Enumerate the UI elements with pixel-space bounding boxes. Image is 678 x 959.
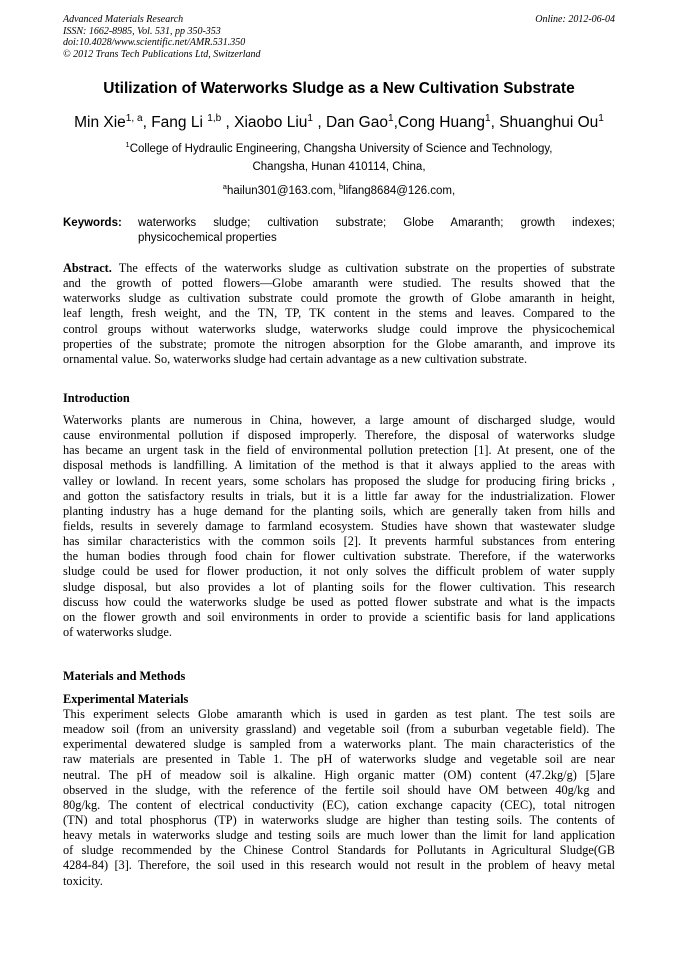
paper-title: Utilization of Waterworks Sludge as a New Cultivation Substrate — [103, 80, 575, 97]
intro-line: on the flower growth and soil environments in order to provide a scientific basis for land applications — [63, 609, 615, 624]
email-link[interactable]: lifang8684@126.com, — [343, 184, 456, 197]
intro-line: sludge disposal, but also provides a lot of planting soils for the flower cultivation. This research — [63, 579, 615, 594]
author: Fang Li $^{1,b}$ , — [151, 113, 235, 132]
intro-line: Waterworks plants are numerous in China, however, a large amount of discharged sludge, would — [63, 413, 615, 427]
materials-line: 4284-84) [3]. Therefore, the soil used in this research would not result in the problem of heavy metal — [63, 858, 615, 873]
abstract-line: control groups without waterworks sludge, waterworks sludge could improve the physicochemical — [63, 321, 615, 336]
intro-line: of waterworks sludge. — [63, 624, 172, 639]
intro-line: disposal methods is landfilling. A limitation of the method is that it always applied to the areas with — [63, 458, 615, 473]
intro-line: fields, results in severely damage to farmland ecosystem. Studies have shown that wastewater sludge — [63, 518, 615, 533]
abstract-line: Abstract. The effects of the waterworks sludge as cultivation substrate on the properties of substrate — [63, 261, 615, 275]
abstract-line: properties of the substrate; promote the nitrogen absorption for the Globe amaranth, and improve its — [63, 336, 615, 351]
intro-line: valley or lowland. In recent years, some scholars has proposed the sludge for producing firing bricks , — [63, 473, 615, 488]
intro-line: sludge could be used for flower production, it not only solves the difficult problem of water supply — [63, 564, 615, 579]
introduction-body — [63, 413, 615, 640]
issn: ISSN: 1662-8985, Vol. 531, pp 350-353 — [63, 25, 221, 37]
author: Dan Gao$^1$, — [325, 113, 398, 132]
intro-line: discuss how could the waterworks sludge be used as potted flower substrate and what is the impacts — [63, 594, 615, 609]
materials-line: experimental dewatered sludge is sampled from a waterworks plant. The main characteristics of the — [63, 737, 615, 752]
section-heading-introduction: Introduction — [63, 391, 130, 405]
abstract-line: and the growth of potted flowers—Globe amaranth were studied. The results showed that the — [63, 276, 615, 291]
section-heading-materials-methods: Materials and Methods — [63, 669, 186, 683]
abstract — [63, 261, 615, 367]
materials-line: raw materials are presented in Table 1. The pH of waterworks sludge and vegetable soil are near — [63, 752, 615, 767]
intro-line: planting industry has a huge demand for the planting soils, which are generally taken from hills and — [63, 503, 615, 518]
intro-line: the human bodies through food chain for flower cultivation substrate. Therefore, if the waterworks — [63, 549, 615, 564]
affiliation-line-2: Changsha, Hunan 410114, China, — [252, 161, 426, 173]
keywords-label: Keywords: — [63, 217, 122, 229]
abstract-line: leaf length, fresh weight, and the TN, TP, TK content in the stems and leaves. Compared to the — [63, 306, 615, 321]
abstract-line: waterworks sludge as cultivation substrate could promote the growth of Globe amaranth in height, — [63, 291, 615, 306]
journal-header — [63, 14, 615, 60]
author-list — [30, 113, 648, 132]
journal-name: Advanced Materials Research — [63, 14, 184, 25]
doi: doi:10.4028/www.scientific.net/AMR.531.350 — [63, 37, 246, 48]
intro-line: has became an urgent task in the field of environmental pollution pretection [1]. At present, one of the — [63, 443, 615, 458]
materials-line: (TN) and total phosphorus (TP) in waterworks sludge are higher than testing soils. The contents of — [63, 812, 615, 827]
abstract-line: ornamental value. So, waterworks sludge had certain advantage as a new cultivation substrate. — [63, 351, 528, 366]
author: Min Xie$^{1, a}$, — [74, 113, 152, 132]
materials-line: This experiment selects Globe amaranth which is used in garden as test plant. The test soils are — [63, 707, 615, 721]
author: Cong Huang$^1$, — [397, 113, 500, 132]
materials-line: heavy metals in waterworks sludge and testing soils are much lower than the limit for land application — [63, 828, 615, 843]
online-date: Online: 2012-06-04 — [535, 14, 615, 25]
materials-line: neutral. The pH of meadow soil is alkaline. High organic matter (OM) content (47.2kg/g) [5]are — [63, 767, 615, 782]
materials-body — [63, 707, 615, 889]
intro-line: has similar characteristics with the common soils [2]. It prevents harmful substances from entering — [63, 534, 615, 549]
author: Xiaobo Liu$^1$ , — [234, 113, 326, 132]
materials-line: toxicity. — [63, 873, 103, 888]
materials-line: 80g/kg. The content of electrical conductivity (EC), cation exchange capacity (CEC), total nitrogen — [63, 797, 615, 812]
materials-line: of sludge recommended by the Chinese Control Standards for Pollutants in Agricultural Sludge(GB — [63, 843, 615, 858]
email-link[interactable]: hailun301@163.com, — [226, 184, 339, 197]
keywords-text: waterworks sludge; cultivation substrate; Globe Amaranth; growth indexes; physicochemical properties — [138, 217, 615, 245]
materials-line: meadow soil (from an university grassland) and vegetable soil (from a suburban vegetable field). The — [63, 722, 615, 737]
author: Shuanghui Ou$^1$ — [499, 113, 604, 132]
intro-line: and gotton the satisfactory results in trials, but it is a little far away for the industrialization. Flower — [63, 488, 615, 503]
materials-line: observed in the sludge, with the reference of the fertile soil should have OM between 40g/kg and — [63, 782, 615, 797]
copyright: © 2012 Trans Tech Publications Ltd, Switzerland — [63, 48, 261, 60]
affiliation-line-1: $^1$College of Hydraulic Engineering, Changsha University of Science and Technology, — [125, 140, 553, 155]
intro-line: cause environmental pollution if disposed improperly. Therefore, the disposal of waterworks sludge — [63, 428, 615, 443]
subsection-heading-experimental-materials: Experimental Materials — [63, 692, 189, 706]
author-emails: $^a$hailun301@163.com, $^b$lifang8684@126.com, — [222, 182, 456, 197]
